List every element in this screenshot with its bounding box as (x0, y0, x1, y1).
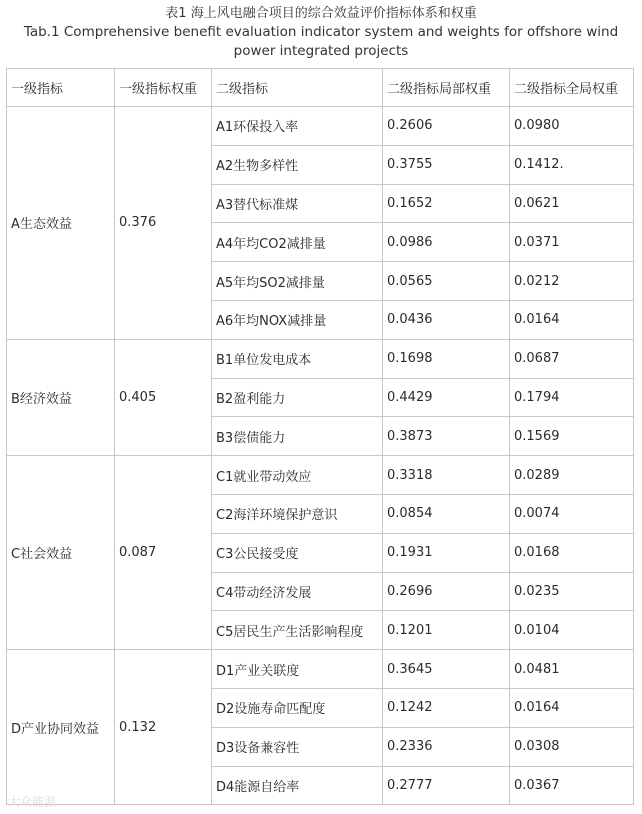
level2-global-weight-cell: 0.0980 (510, 107, 634, 146)
level2-indicator-cell: C3公民接受度 (212, 533, 383, 572)
level1-indicator-cell: A生态效益 (7, 107, 115, 340)
level2-indicator-cell: A1环保投入率 (212, 107, 383, 146)
level2-local-weight-cell: 0.3873 (383, 417, 510, 456)
header-level2-local-weight: 二级指标局部权重 (383, 69, 510, 107)
level1-weight-cell: 0.132 (115, 650, 212, 805)
table-header-row (7, 69, 634, 107)
level2-indicator-cell: C4带动经济发展 (212, 572, 383, 611)
watermark: 大众能源 (8, 795, 57, 809)
header-level2-indicator: 二级指标 (212, 69, 383, 107)
level1-indicator-cell: D产业协同效益 (7, 650, 115, 805)
table-row (7, 339, 634, 378)
level1-weight-cell: 0.405 (115, 339, 212, 455)
level2-local-weight-cell: 0.0565 (383, 262, 510, 301)
level1-weight-cell: 0.376 (115, 107, 212, 340)
level2-indicator-cell: D4能源自给率 (212, 766, 383, 805)
level2-local-weight-cell: 0.0986 (383, 223, 510, 262)
level2-global-weight-cell: 0.1794 (510, 378, 634, 417)
table-caption (0, 0, 642, 61)
level2-global-weight-cell: 0.0308 (510, 727, 634, 766)
level2-indicator-cell: D1产业关联度 (212, 650, 383, 689)
level2-global-weight-cell: 0.0212 (510, 262, 634, 301)
table-body (7, 107, 634, 805)
evaluation-table (6, 68, 634, 805)
level2-local-weight-cell: 0.2777 (383, 766, 510, 805)
level2-global-weight-cell: 0.0164 (510, 688, 634, 727)
level1-indicator-cell: B经济效益 (7, 339, 115, 455)
level2-local-weight-cell: 0.1242 (383, 688, 510, 727)
level2-indicator-cell: A3替代标准煤 (212, 184, 383, 223)
level2-global-weight-cell: 0.0104 (510, 611, 634, 650)
level2-global-weight-cell: 0.0074 (510, 494, 634, 533)
level2-local-weight-cell: 0.1201 (383, 611, 510, 650)
level2-local-weight-cell: 0.2606 (383, 107, 510, 146)
level2-indicator-cell: C1就业带动效应 (212, 456, 383, 495)
level2-indicator-cell: C2海洋环境保护意识 (212, 494, 383, 533)
level2-global-weight-cell: 0.0621 (510, 184, 634, 223)
level2-local-weight-cell: 0.2336 (383, 727, 510, 766)
header-level2-global-weight: 二级指标全局权重 (510, 69, 634, 107)
level2-local-weight-cell: 0.4429 (383, 378, 510, 417)
level2-indicator-cell: A6年均NOX减排量 (212, 300, 383, 339)
level2-indicator-cell: B3偿债能力 (212, 417, 383, 456)
level2-global-weight-cell: 0.0481 (510, 650, 634, 689)
level2-indicator-cell: D2设施寿命匹配度 (212, 688, 383, 727)
level2-indicator-cell: A5年均SO2减排量 (212, 262, 383, 301)
header-level1-indicator: 一级指标 (7, 69, 115, 107)
level2-local-weight-cell: 0.3318 (383, 456, 510, 495)
level1-weight-cell: 0.087 (115, 456, 212, 650)
level2-local-weight-cell: 0.0854 (383, 494, 510, 533)
level2-global-weight-cell: 0.0367 (510, 766, 634, 805)
level2-global-weight-cell: 0.0164 (510, 300, 634, 339)
level2-global-weight-cell: 0.0289 (510, 456, 634, 495)
level2-local-weight-cell: 0.1931 (383, 533, 510, 572)
table-row (7, 107, 634, 146)
caption-title-en: Tab.1 Comprehensive benefit evaluation indicator system and weights for offshore wind power integrated projects (23, 24, 619, 59)
level2-indicator-cell: C5居民生产生活影响程度 (212, 611, 383, 650)
level2-local-weight-cell: 0.1698 (383, 339, 510, 378)
header-level1-weight: 一级指标权重 (115, 69, 212, 107)
level2-global-weight-cell: 0.0235 (510, 572, 634, 611)
level2-global-weight-cell: 0.0168 (510, 533, 634, 572)
level2-indicator-cell: D3设备兼容性 (212, 727, 383, 766)
level2-local-weight-cell: 0.0436 (383, 300, 510, 339)
level2-local-weight-cell: 0.2696 (383, 572, 510, 611)
level2-indicator-cell: A4年均CO2减排量 (212, 223, 383, 262)
level2-indicator-cell: B2盈利能力 (212, 378, 383, 417)
level2-local-weight-cell: 0.1652 (383, 184, 510, 223)
level2-local-weight-cell: 0.3755 (383, 145, 510, 184)
level2-global-weight-cell: 0.1569 (510, 417, 634, 456)
level2-local-weight-cell: 0.3645 (383, 650, 510, 689)
level1-indicator-cell: C社会效益 (7, 456, 115, 650)
table-row (7, 650, 634, 689)
level2-indicator-cell: B1单位发电成本 (212, 339, 383, 378)
level2-global-weight-cell: 0.1412. (510, 145, 634, 184)
level2-global-weight-cell: 0.0687 (510, 339, 634, 378)
level2-indicator-cell: A2生物多样性 (212, 145, 383, 184)
caption-title-cn: 表1 海上风电融合项目的综合效益评价指标体系和权重 (165, 6, 477, 21)
table-row (7, 456, 634, 495)
level2-global-weight-cell: 0.0371 (510, 223, 634, 262)
